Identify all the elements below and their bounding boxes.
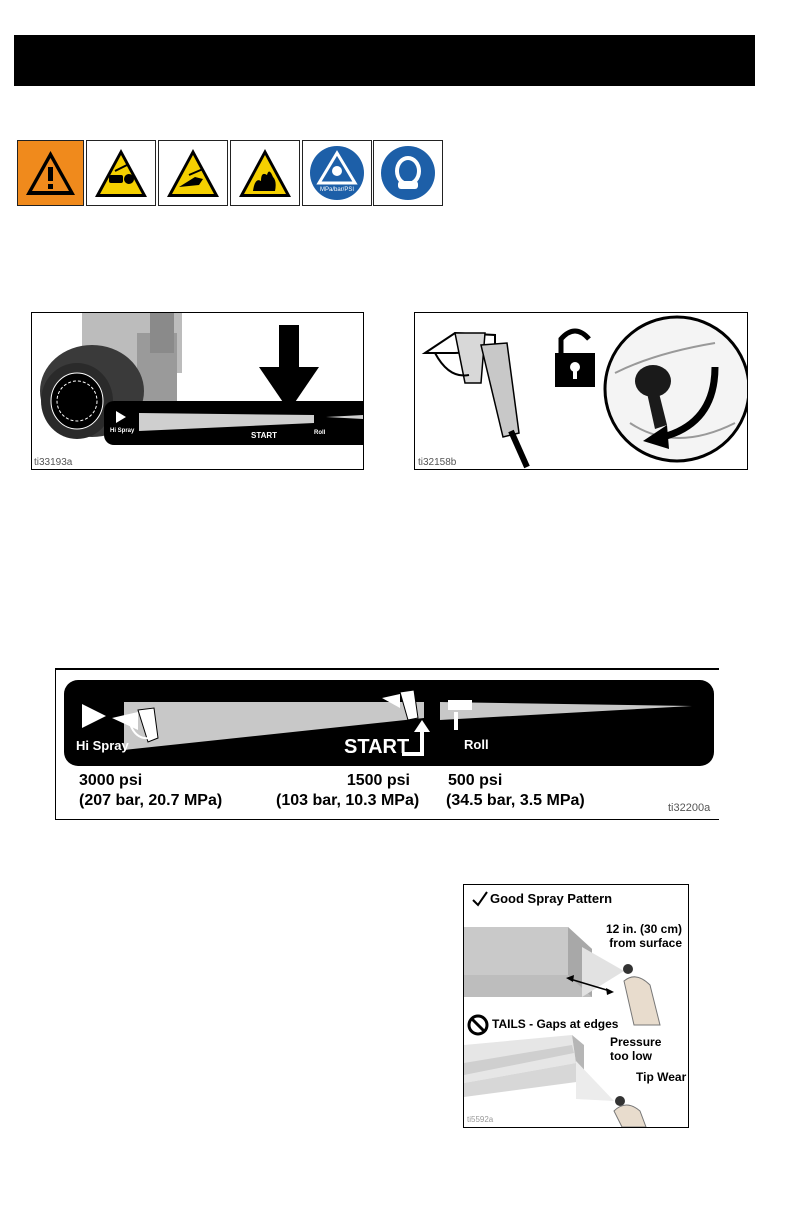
figure-id: ti33193a — [34, 457, 73, 468]
start-label: START — [344, 736, 410, 758]
section-header-bar — [14, 35, 755, 84]
good-pattern-title: Good Spray Pattern — [490, 891, 613, 906]
pressure-reading-metric: (103 bar, 10.3 MPa) — [276, 792, 420, 809]
start-label: START — [251, 431, 278, 440]
skin-injection-hazard-icon — [86, 140, 156, 206]
fire-explosion-hazard-icon — [230, 140, 300, 206]
general-warning-icon — [17, 140, 84, 206]
pressure-low-label: Pressure — [610, 1035, 662, 1049]
header-divider — [14, 84, 755, 86]
pressure-reading-psi: 500 psi — [448, 772, 503, 789]
spray-pattern-figure — [463, 884, 689, 1128]
figure-id: ti32158b — [418, 457, 457, 468]
figure-id: ti5592a — [467, 1115, 494, 1124]
pressure-scale-band — [104, 401, 364, 445]
spray-gun-figure — [414, 312, 748, 470]
pressure-low-label-sub: too low — [610, 1049, 652, 1063]
pressure-reading-metric: (34.5 bar, 3.5 MPa) — [446, 792, 585, 809]
pressure-reading-psi: 1500 psi — [346, 772, 410, 789]
hi-spray-label: Hi Spray — [110, 428, 135, 434]
distance-label-sub: from surface — [609, 936, 682, 950]
down-arrow-icon — [259, 325, 319, 411]
distance-label: 12 in. (30 cm) — [605, 922, 682, 936]
pressure-units-label: MPa/bar/PSI — [319, 187, 354, 193]
injection-spray-hazard-icon — [158, 140, 228, 206]
tip-wear-label: Tip Wear — [636, 1070, 687, 1084]
pressure-relief-procedure-icon — [302, 140, 372, 206]
check-icon — [472, 891, 488, 907]
pressure-scale-band — [64, 680, 714, 766]
roll-label: Roll — [314, 430, 326, 436]
hi-spray-label: Hi Spray — [76, 738, 129, 753]
roll-label: Roll — [464, 737, 489, 752]
pressure-scale-figure — [55, 668, 719, 820]
pressure-reading-psi: 3000 psi — [79, 772, 143, 789]
tails-title: TAILS - Gaps at edges — [492, 1017, 619, 1031]
pressure-reading-metric: (207 bar, 20.7 MPa) — [79, 792, 223, 809]
figure-id: ti32200a — [668, 802, 711, 814]
warning-symbols-strip — [17, 140, 442, 206]
pressure-knob-figure — [31, 312, 364, 470]
wear-protective-equipment-icon — [373, 140, 443, 206]
